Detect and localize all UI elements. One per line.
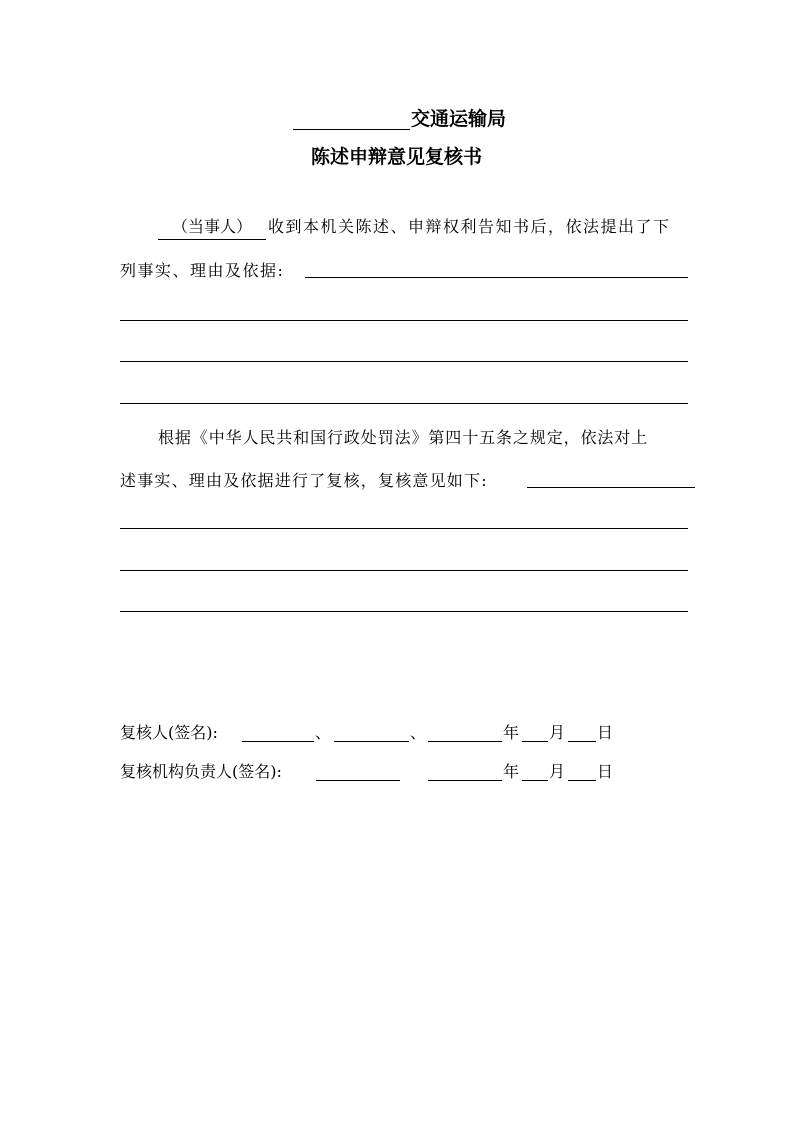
review-opinion-input-line[interactable] [527,487,695,488]
day-label: 日 [597,762,614,781]
year-label: 年 [503,762,520,781]
day-label: 日 [597,723,614,742]
day-blank[interactable] [568,741,596,742]
facts-input-line[interactable] [120,403,688,404]
day-blank[interactable] [568,780,596,781]
paragraph2-line2: 述事实、理由及依据进行了复核，复核意见如下: [120,471,488,490]
facts-input-line[interactable] [120,320,688,321]
review-opinion-input-line[interactable] [120,570,688,571]
review-opinion-input-line[interactable] [120,528,688,529]
year-label: 年 [503,723,520,742]
month-label: 月 [549,723,566,742]
review-opinion-input-line[interactable] [120,611,688,612]
facts-input-line[interactable] [120,361,688,362]
month-blank[interactable] [522,780,548,781]
separator: 、 [315,723,332,742]
reviewer-signature-blank[interactable] [334,741,409,742]
party-placeholder[interactable]: （当事人） [158,215,266,240]
year-blank[interactable] [428,780,502,781]
month-label: 月 [549,762,566,781]
reviewer-signature-label: 复核人(签名): [120,723,218,742]
paragraph1-line1: 收到本机关陈述、申辩权利告知书后，依法提出了下 [268,217,671,236]
agency-head-signature-blank[interactable] [316,780,400,781]
paragraph1-line2: 列事实、理由及依据: [120,261,285,280]
facts-input-line[interactable] [305,277,688,278]
year-blank[interactable] [428,741,502,742]
month-blank[interactable] [522,741,548,742]
bureau-suffix: 交通运输局 [411,108,507,130]
agency-head-signature-label: 复核机构负责人(签名): [120,762,282,781]
document-title: 陈述申辩意见复核书 [310,146,482,168]
paragraph2-line1: 根据《中华人民共和国行政处罚法》第四十五条之规定，依法对上 [158,428,649,447]
bureau-name-blank[interactable] [293,129,410,130]
separator: 、 [410,723,427,742]
reviewer-signature-blank[interactable] [242,741,314,742]
